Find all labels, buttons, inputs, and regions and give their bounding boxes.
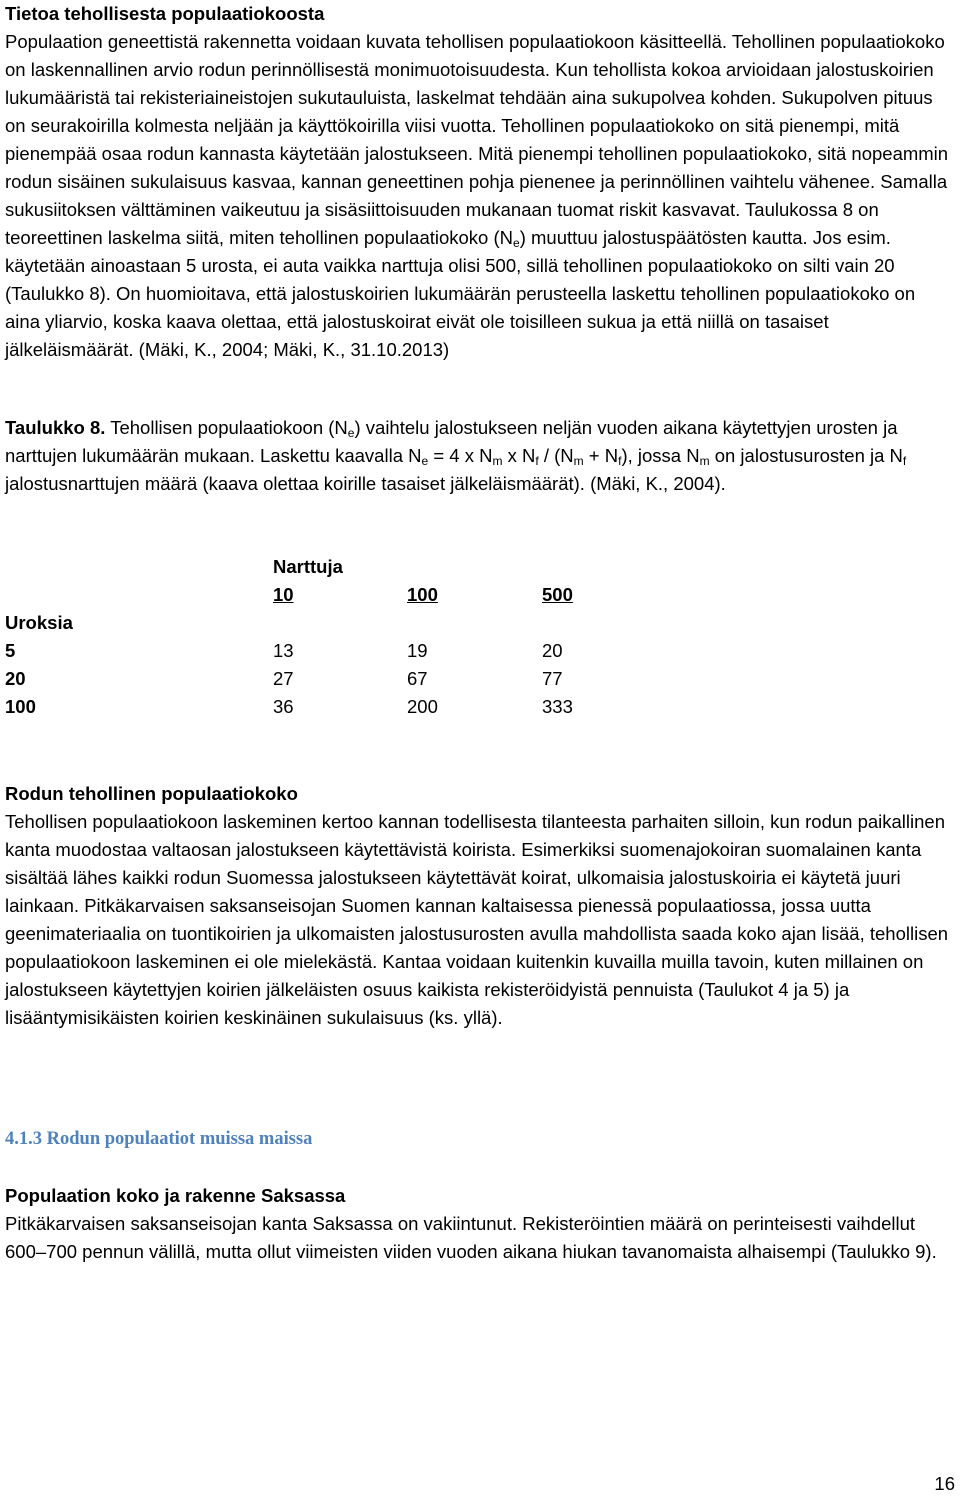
section-title-effective-population: Tietoa tehollisesta populaatiokoosta: [5, 3, 325, 24]
table-cell: 36: [273, 696, 294, 717]
caption-text: = 4 x N: [428, 445, 493, 466]
table-row: [5, 693, 605, 721]
table-caption: [5, 414, 950, 498]
table-cell: 200: [407, 696, 438, 717]
table-cell: 77: [542, 668, 563, 689]
row-group-label: Uroksia: [5, 612, 73, 633]
table-cell: 333: [542, 696, 573, 717]
caption-text: / (N: [538, 445, 574, 466]
table-caption-label: Taulukko 8.: [5, 417, 106, 438]
section-title-breed-effective-size: Rodun tehollinen populaatiokoko: [5, 783, 298, 804]
table-row: [5, 665, 605, 693]
table-8: [5, 553, 605, 721]
row-label: 5: [5, 640, 16, 661]
subscript: e: [347, 426, 355, 440]
table-column-header-row: [5, 581, 605, 609]
subscript: m: [573, 454, 584, 468]
section-title-germany: Populaation koko ja rakenne Saksassa: [5, 1185, 346, 1206]
caption-text: ), jossa N: [621, 445, 700, 466]
caption-text: + N: [583, 445, 619, 466]
table-cell: 20: [542, 640, 563, 661]
table-row: [5, 637, 605, 665]
subscript: e: [421, 454, 429, 468]
table-cell: 13: [273, 640, 294, 661]
caption-text: ) vaihtelu jalostukseen neljän vuoden aikana käytettyjen urosten ja narttujen lukumäärän mukaan. Laskettu kaavalla N: [5, 417, 898, 466]
table-cell: 19: [407, 640, 428, 661]
paragraph-text-end: ) muuttuu jalostuspäätösten kautta. Jos esim. käytetään ainoastaan 5 urosta, ei auta vaikka narttuja olisi 500, sillä tehollinen populaatiokoko on silti vain 20 (Taulukko 8). On huomioitava, että jalostuskoirien lukumäärän perusteella laskettu tehollinen populaatiokoko on aina yliarvio, koska kaava olettaa, että jalostuskoirat eivät ole toisilleen sukua ja että niillä on tasaiset jälkeläismäärät. (Mäki, K., 2004; Mäki, K., 31.10.2013): [5, 227, 916, 360]
column-group-label: Narttuja: [273, 556, 343, 577]
table-row-group-row: [5, 609, 605, 637]
row-label: 100: [5, 696, 36, 717]
section-heading-other-countries: 4.1.3 Rodun populaatiot muissa maissa: [5, 1129, 313, 1149]
page-number: 16: [934, 1473, 955, 1494]
paragraph-breed-effective-size: Tehollisen populaatiokoon laskeminen kertoo kannan todellisesta tilanteesta parhaiten silloin, kun rodun paikallinen kanta muodostaa valtaosan jalostukseen käytettävistä koirista. Esimerkiksi suomenajokoiran suomalainen kanta sisältää lähes kaikki rodun Suomessa jalostukseen käytettävät koirat, ulkomaisia jalostuskoiria ei käytetä juuri lainkaan. Pitkäkarvaisen saksanseisojan Suomen kannan kaltaisessa pienessä populaatiossa, jossa uutta geenimateriaalia on tuontikoirien ja ulkomaisten jalostusurosten avulla mahdollista saada koko ajan lisää, tehollisen populaatiokoon laskeminen ei ole mielekästä. Kantaa voidaan kuitenkin kuvailla muilla tavoin, kuten millainen on jalostukseen käytettyjen koirien jälkeläisten osuus kaikista rekisteröidyistä pennuista (Taulukot 4 ja 5) ja lisääntymisikäisten koirien keskinäinen sukulaisuus (ks. yllä).: [5, 811, 949, 1028]
column-header: 10: [273, 584, 294, 605]
subscript: e: [513, 236, 520, 250]
table-cell: 67: [407, 668, 428, 689]
subscript: f: [618, 454, 622, 468]
paragraph-germany: Pitkäkarvaisen saksanseisojan kanta Saksassa on vakiintunut. Rekisteröintien määrä on perinteisesti vaihdellut 600–700 pennun välillä, mutta ollut viimeisten viiden vuoden aikana hiukan tavanomaista alhaisempi (Taulukko 9).: [5, 1213, 937, 1262]
row-label: 20: [5, 668, 26, 689]
caption-text: Tehollisen populaatiokoon (N: [105, 417, 348, 438]
column-header: 100: [407, 584, 438, 605]
caption-text: jalostusnarttujen määrä (kaava olettaa koirille tasaiset jälkeläismäärät). (Mäki, K., 2004).: [5, 473, 726, 494]
caption-text: x N: [502, 445, 536, 466]
caption-text: on jalostusurosten ja N: [709, 445, 903, 466]
paragraph-effective-population: [5, 28, 950, 364]
column-header: 500: [542, 584, 573, 605]
paragraph-text: Populaation geneettistä rakennetta voidaan kuvata tehollisen populaatiokoon käsitteellä. Tehollinen populaatiokoko on laskennallinen arvio rodun perinnöllisestä monimuotoisuudesta. Kun tehollista kokoa arvioidaan jalostuskoirien lukumääristä tai rekisteriaineistojen sukutauluista, laskelmat tehdään aina sukupolvea kohden. Sukupolven pituus on seurakoirilla kolmesta neljään ja käyttökoirilla viisi vuotta. Tehollinen populaatiokoko on sitä pienempi, mitä pienempää osaa rodun kannasta käytetään jalostukseen. Mitä pienempi tehollinen populaatiokoko, sitä nopeammin rodun sisäinen sukulaisuus kasvaa, kannan geneettinen pohja pienenee ja perinnöllinen vaihtelu vähenee. Samalla sukusiitoksen välttäminen vaikeutuu ja sisäsiittoisuuden mukanaan tuomat riskit kasvavat. Taulukossa 8 on teoreettinen laskelma siitä, miten tehollinen populaatiokoko (N: [5, 31, 949, 248]
subscript: f: [902, 454, 907, 468]
table-group-header-row: [5, 553, 605, 581]
table-cell: 27: [273, 668, 294, 689]
subscript: m: [492, 454, 503, 468]
subscript: f: [535, 454, 539, 468]
subscript: m: [699, 454, 710, 468]
